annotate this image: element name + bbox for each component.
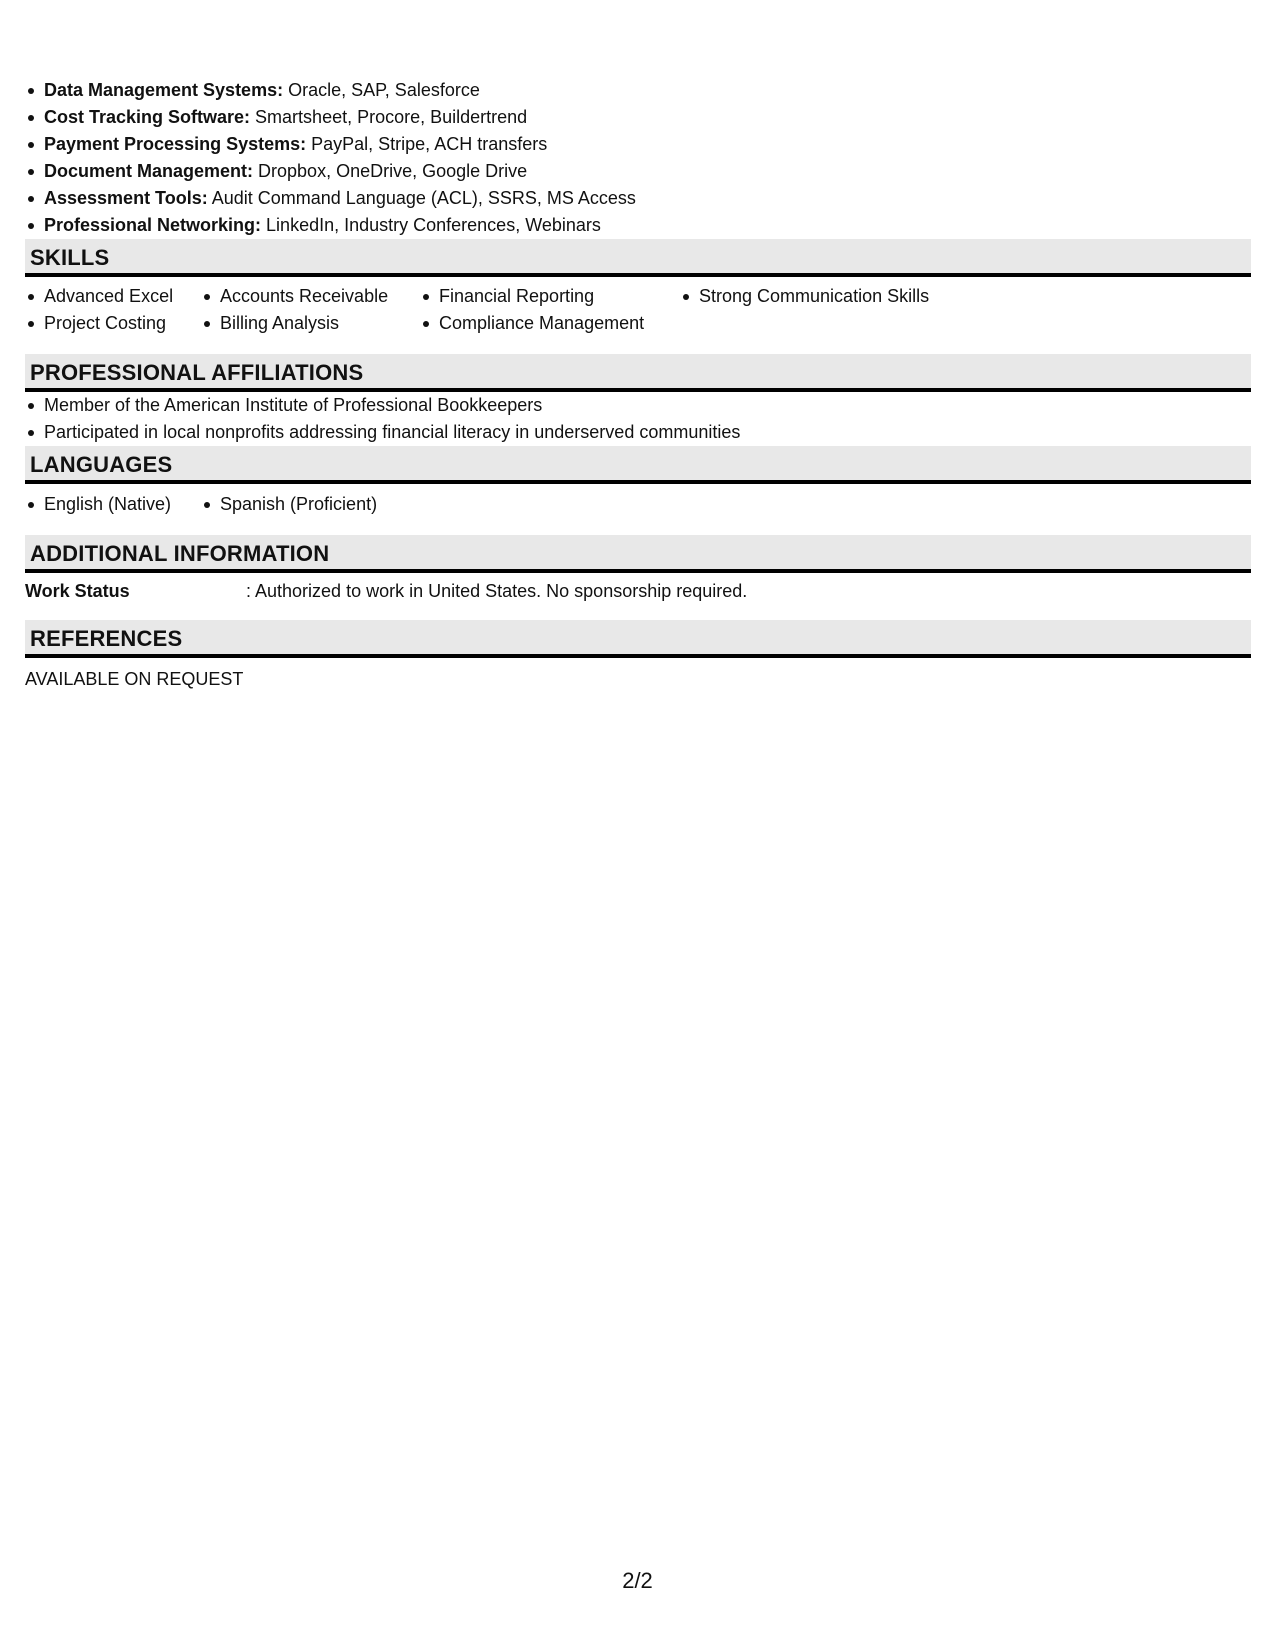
tools-list xyxy=(25,77,1251,239)
tool-value: Audit Command Language (ACL), SSRS, MS Access xyxy=(207,188,636,208)
list-item xyxy=(25,185,1251,212)
skills-column-3 xyxy=(420,283,680,337)
skill-item: Compliance Management xyxy=(420,310,680,337)
tool-value: Smartsheet, Procore, Buildertrend xyxy=(250,107,528,127)
affiliation-item: Member of the American Institute of Professional Bookkeepers xyxy=(25,392,1251,419)
list-item xyxy=(25,77,1251,104)
tool-label: Data Management Systems: xyxy=(44,80,284,100)
references-heading: REFERENCES xyxy=(25,620,1251,658)
tool-label: Document Management: xyxy=(44,161,254,181)
tool-label: Cost Tracking Software: xyxy=(44,107,251,127)
skill-item: Strong Communication Skills xyxy=(680,283,980,310)
additional-info-heading: ADDITIONAL INFORMATION xyxy=(25,535,1251,573)
affiliation-item: Participated in local nonprofits addressing financial literacy in underserved communities xyxy=(25,419,1251,446)
affiliations-heading: PROFESSIONAL AFFILIATIONS xyxy=(25,354,1251,392)
tool-label: Assessment Tools: xyxy=(44,188,208,208)
skill-item: Accounts Receivable xyxy=(201,283,420,310)
skills-grid xyxy=(25,283,1251,337)
skills-column-2 xyxy=(201,283,420,337)
skills-column-4 xyxy=(680,283,980,337)
work-status-row xyxy=(25,580,1251,602)
list-item xyxy=(25,131,1251,158)
work-status-value: : Authorized to work in United States. No sponsorship required. xyxy=(246,581,748,601)
skills-column-1 xyxy=(25,283,201,337)
affiliations-list xyxy=(25,392,1251,446)
skill-item: Project Costing xyxy=(25,310,201,337)
languages-heading: LANGUAGES xyxy=(25,446,1251,484)
skill-item: Billing Analysis xyxy=(201,310,420,337)
tool-value: Dropbox, OneDrive, Google Drive xyxy=(253,161,528,181)
page-number: 2/2 xyxy=(622,1568,653,1593)
language-item: Spanish (Proficient) xyxy=(201,491,377,518)
tool-value: LinkedIn, Industry Conferences, Webinars xyxy=(261,215,601,235)
tool-label: Professional Networking: xyxy=(44,215,262,235)
tool-label: Payment Processing Systems: xyxy=(44,134,307,154)
skills-heading: SKILLS xyxy=(25,239,1251,277)
list-item xyxy=(25,104,1251,131)
skill-item: Advanced Excel xyxy=(25,283,201,310)
languages-row xyxy=(25,491,1251,518)
tool-value: PayPal, Stripe, ACH transfers xyxy=(306,134,548,154)
references-text: AVAILABLE ON REQUEST xyxy=(25,669,244,689)
language-list xyxy=(201,491,377,518)
language-item: English (Native) xyxy=(25,491,201,518)
skill-item: Financial Reporting xyxy=(420,283,680,310)
work-status-label: Work Status xyxy=(25,581,130,601)
list-item xyxy=(25,212,1251,239)
tool-value: Oracle, SAP, Salesforce xyxy=(283,80,480,100)
list-item xyxy=(25,158,1251,185)
language-list xyxy=(25,491,201,518)
resume-content xyxy=(25,77,1251,690)
